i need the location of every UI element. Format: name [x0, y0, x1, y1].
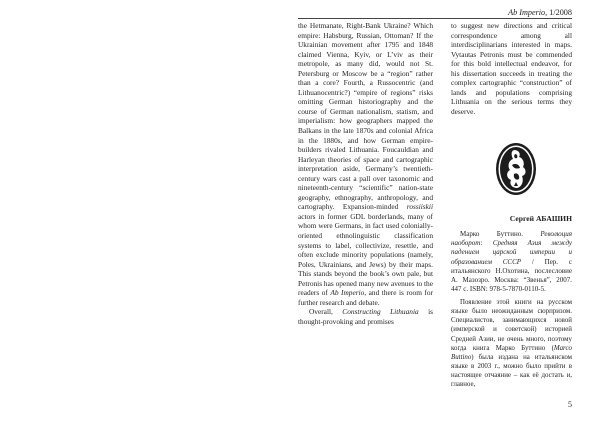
ab-imperio-emblem-icon: [494, 141, 538, 197]
right-column-paragraph: to suggest new directions and critical correspondence among all interdisciplinarians interested in maps. Vytautas Petronis must be commended for this bold intellectual endeavor, for his dissertation succeeds in treating the complex cartographic “construction” of lands and populations comprising Lithuania on the serious terms they deserve.: [451, 21, 572, 116]
right-column-top: [451, 21, 572, 116]
review-paragraph: [451, 298, 572, 390]
left-column: [298, 21, 433, 327]
citation-title: Революция наоборот: Средняя Азия между падением царской империи и образованием СССР: [451, 230, 572, 266]
citation-details: / Пер. с итальянского Н.Охотина, послесловие А. Мазозро. Москва: “Звенья”, 2007. 447 с. ISBN: 978-5-7870-0110-5.: [451, 257, 572, 294]
paragraph-text: actors in former GDL borderlands, many of whom were Germans, in fact used colonially-oriented ethnolinguistic classification systems to label, collectivize, resettle, and often exclude minority populations (namely, Poles, Ukrainians, and Jews) by their maps. This stands beyond the book’s own pale, but Petronis has opened many new avenues to the readers of: [298, 211, 433, 298]
paragraph-text: ) была издана на итальянском языке в 2003 г., можно было прийти в настоящее отчаяние – как её достать и, главное,: [451, 353, 572, 389]
running-header: [360, 8, 572, 17]
page-number: 5: [568, 400, 572, 409]
issue-number: , 1/2008: [545, 8, 572, 17]
citation-author: Марко Буттино.: [460, 230, 541, 238]
paragraph-text: Overall,: [309, 307, 343, 317]
left-column-paragraph: [298, 21, 433, 307]
paragraph-text: is thought-provoking and promises: [298, 307, 433, 326]
italic-author-name: Marco Buttino: [451, 344, 572, 361]
journal-name: Ab Imperio: [508, 8, 546, 17]
paragraph-text: , and there is room for further research and debate.: [298, 288, 433, 307]
italic-term: rossiiskii: [406, 202, 433, 212]
book-citation: [451, 230, 572, 294]
review-author: Сергей АБАШИН: [509, 214, 572, 223]
italic-journal: Ab Imperio: [330, 288, 365, 298]
header-rule: [298, 18, 572, 19]
paragraph-text: Появление этой книги на русском языке было неожиданным сюрпризом. Специалистов, занимающихся новой (имперской и советской) историей Средней Азии, не очень много, поэтому когда книга Марко Буттино (: [451, 299, 572, 352]
left-column-paragraph: [298, 307, 433, 326]
paragraph-text: the Hetmanate, Right-Bank Ukraine? Which empire: Habsburg, Russian, Ottoman? If the Ukrainian movement after 1795 and 1848 claimed Vienna, Kyiv, or L’viv as their metropole, as many did, would not St. Petersburg or Moscow be a “region” rather than a core? Fourth, a Russocentric (and Lithuanocentric?) “empire of regions” risks omitting German historiography and the course of German nationalism, statism, and imperialism: how geographers mapped the Balkans in the late 1870s and colonial Africa in the 1880s, and how German empire-builders rivaled Lithuania. Foucauldian and Harleyan theories of space and cartographic interpretation aside, Germany’s twentieth-century wars cast a pall over taxonomic and nineteenth-century “scientific” nation-state geography, ethnography, anthropology, and cartography. Expansion-minded: [298, 21, 433, 212]
italic-book-title: Constructing Lithuania: [342, 307, 419, 317]
